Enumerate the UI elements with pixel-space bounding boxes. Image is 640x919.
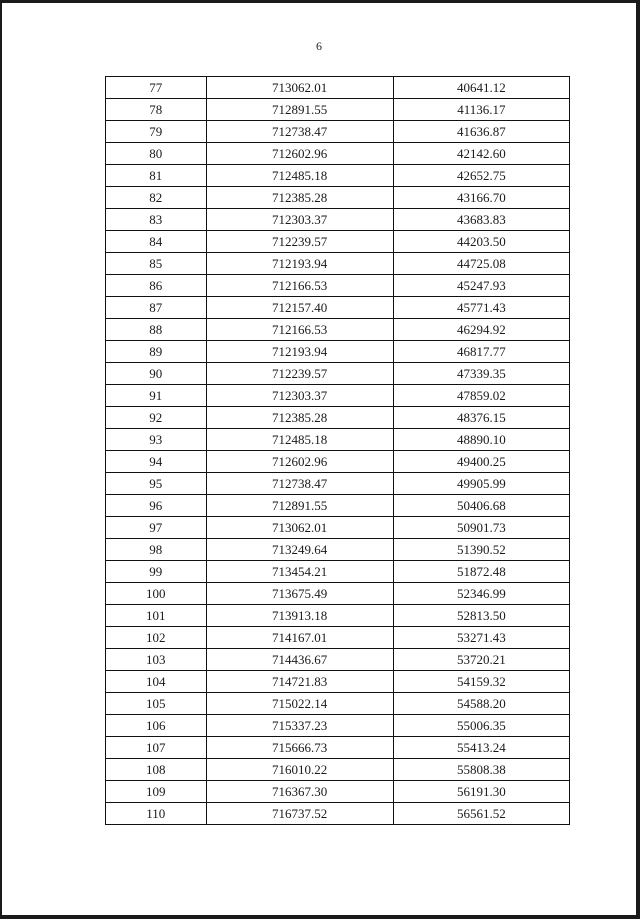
- x-coordinate-cell: 714167.01: [206, 627, 393, 649]
- point-number-cell: 110: [106, 803, 207, 825]
- point-number-cell: 107: [106, 737, 207, 759]
- table-row: [106, 781, 570, 803]
- x-coordinate-cell: 713913.18: [206, 605, 393, 627]
- table-row: [106, 363, 570, 385]
- y-coordinate-cell: 48890.10: [393, 429, 569, 451]
- point-number-cell: 93: [106, 429, 207, 451]
- y-coordinate-cell: 46294.92: [393, 319, 569, 341]
- table-row: [106, 671, 570, 693]
- x-coordinate-cell: 712602.96: [206, 143, 393, 165]
- y-coordinate-cell: 54588.20: [393, 693, 569, 715]
- x-coordinate-cell: 712891.55: [206, 99, 393, 121]
- x-coordinate-cell: 712303.37: [206, 209, 393, 231]
- x-coordinate-cell: 712602.96: [206, 451, 393, 473]
- x-coordinate-cell: 712485.18: [206, 429, 393, 451]
- table-row: [106, 605, 570, 627]
- x-coordinate-cell: 712166.53: [206, 319, 393, 341]
- table-row: [106, 737, 570, 759]
- point-number-cell: 79: [106, 121, 207, 143]
- y-coordinate-cell: 47859.02: [393, 385, 569, 407]
- point-number-cell: 103: [106, 649, 207, 671]
- table-row: [106, 165, 570, 187]
- point-number-cell: 80: [106, 143, 207, 165]
- point-number-cell: 89: [106, 341, 207, 363]
- x-coordinate-cell: 712738.47: [206, 121, 393, 143]
- y-coordinate-cell: 48376.15: [393, 407, 569, 429]
- x-coordinate-cell: 712738.47: [206, 473, 393, 495]
- table-row: [106, 649, 570, 671]
- point-number-cell: 92: [106, 407, 207, 429]
- x-coordinate-cell: 712193.94: [206, 253, 393, 275]
- x-coordinate-cell: 715666.73: [206, 737, 393, 759]
- y-coordinate-cell: 45771.43: [393, 297, 569, 319]
- x-coordinate-cell: 713062.01: [206, 77, 393, 99]
- point-number-cell: 78: [106, 99, 207, 121]
- x-coordinate-cell: 716367.30: [206, 781, 393, 803]
- point-number-cell: 86: [106, 275, 207, 297]
- table-row: [106, 803, 570, 825]
- y-coordinate-cell: 42142.60: [393, 143, 569, 165]
- point-number-cell: 90: [106, 363, 207, 385]
- point-number-cell: 95: [106, 473, 207, 495]
- point-number-cell: 102: [106, 627, 207, 649]
- y-coordinate-cell: 49905.99: [393, 473, 569, 495]
- table-row: [106, 693, 570, 715]
- y-coordinate-cell: 44203.50: [393, 231, 569, 253]
- x-coordinate-cell: 712166.53: [206, 275, 393, 297]
- table-row: [106, 407, 570, 429]
- y-coordinate-cell: 40641.12: [393, 77, 569, 99]
- table-row: [106, 539, 570, 561]
- point-number-cell: 88: [106, 319, 207, 341]
- point-number-cell: 99: [106, 561, 207, 583]
- table-row: [106, 143, 570, 165]
- table-row: [106, 759, 570, 781]
- table-row: [106, 341, 570, 363]
- y-coordinate-cell: 51872.48: [393, 561, 569, 583]
- table-row: [106, 77, 570, 99]
- x-coordinate-cell: 716737.52: [206, 803, 393, 825]
- y-coordinate-cell: 42652.75: [393, 165, 569, 187]
- table-row: [106, 429, 570, 451]
- y-coordinate-cell: 41636.87: [393, 121, 569, 143]
- point-number-cell: 104: [106, 671, 207, 693]
- table-row: [106, 297, 570, 319]
- x-coordinate-cell: 713454.21: [206, 561, 393, 583]
- point-number-cell: 98: [106, 539, 207, 561]
- document-page: [2, 3, 636, 915]
- table-row: [106, 583, 570, 605]
- x-coordinate-cell: 712303.37: [206, 385, 393, 407]
- y-coordinate-cell: 45247.93: [393, 275, 569, 297]
- x-coordinate-cell: 712485.18: [206, 165, 393, 187]
- y-coordinate-cell: 44725.08: [393, 253, 569, 275]
- point-number-cell: 84: [106, 231, 207, 253]
- table-row: [106, 495, 570, 517]
- y-coordinate-cell: 55006.35: [393, 715, 569, 737]
- table-row: [106, 517, 570, 539]
- point-number-cell: 77: [106, 77, 207, 99]
- y-coordinate-cell: 49400.25: [393, 451, 569, 473]
- table-row: [106, 231, 570, 253]
- x-coordinate-cell: 715337.23: [206, 715, 393, 737]
- table-row: [106, 319, 570, 341]
- y-coordinate-cell: 50406.68: [393, 495, 569, 517]
- x-coordinate-cell: 712193.94: [206, 341, 393, 363]
- table-row: [106, 473, 570, 495]
- y-coordinate-cell: 50901.73: [393, 517, 569, 539]
- x-coordinate-cell: 714721.83: [206, 671, 393, 693]
- table-row: [106, 275, 570, 297]
- table-row: [106, 715, 570, 737]
- table-row: [106, 121, 570, 143]
- x-coordinate-cell: 716010.22: [206, 759, 393, 781]
- x-coordinate-cell: 713675.49: [206, 583, 393, 605]
- x-coordinate-cell: 712385.28: [206, 407, 393, 429]
- x-coordinate-cell: 712891.55: [206, 495, 393, 517]
- point-number-cell: 109: [106, 781, 207, 803]
- point-number-cell: 100: [106, 583, 207, 605]
- point-number-cell: 81: [106, 165, 207, 187]
- y-coordinate-cell: 55808.38: [393, 759, 569, 781]
- table-row: [106, 627, 570, 649]
- point-number-cell: 97: [106, 517, 207, 539]
- point-number-cell: 94: [106, 451, 207, 473]
- table-row: [106, 561, 570, 583]
- point-number-cell: 101: [106, 605, 207, 627]
- y-coordinate-cell: 52813.50: [393, 605, 569, 627]
- y-coordinate-cell: 53271.43: [393, 627, 569, 649]
- x-coordinate-cell: 713249.64: [206, 539, 393, 561]
- table-row: [106, 99, 570, 121]
- y-coordinate-cell: 51390.52: [393, 539, 569, 561]
- point-number-cell: 85: [106, 253, 207, 275]
- point-number-cell: 91: [106, 385, 207, 407]
- table-row: [106, 253, 570, 275]
- x-coordinate-cell: 715022.14: [206, 693, 393, 715]
- y-coordinate-cell: 56191.30: [393, 781, 569, 803]
- point-number-cell: 106: [106, 715, 207, 737]
- table-row: [106, 187, 570, 209]
- page-number: 6: [316, 39, 322, 53]
- y-coordinate-cell: 43166.70: [393, 187, 569, 209]
- point-number-cell: 87: [106, 297, 207, 319]
- x-coordinate-cell: 712239.57: [206, 363, 393, 385]
- point-number-cell: 96: [106, 495, 207, 517]
- x-coordinate-cell: 712157.40: [206, 297, 393, 319]
- point-number-cell: 82: [106, 187, 207, 209]
- y-coordinate-cell: 54159.32: [393, 671, 569, 693]
- y-coordinate-cell: 43683.83: [393, 209, 569, 231]
- y-coordinate-cell: 41136.17: [393, 99, 569, 121]
- x-coordinate-cell: 713062.01: [206, 517, 393, 539]
- y-coordinate-cell: 46817.77: [393, 341, 569, 363]
- x-coordinate-cell: 712239.57: [206, 231, 393, 253]
- table-row: [106, 209, 570, 231]
- y-coordinate-cell: 55413.24: [393, 737, 569, 759]
- x-coordinate-cell: 714436.67: [206, 649, 393, 671]
- y-coordinate-cell: 52346.99: [393, 583, 569, 605]
- coordinates-table-body: [106, 77, 570, 825]
- point-number-cell: 108: [106, 759, 207, 781]
- y-coordinate-cell: 56561.52: [393, 803, 569, 825]
- table-row: [106, 451, 570, 473]
- y-coordinate-cell: 53720.21: [393, 649, 569, 671]
- coordinates-table: [105, 76, 570, 825]
- table-row: [106, 385, 570, 407]
- x-coordinate-cell: 712385.28: [206, 187, 393, 209]
- point-number-cell: 83: [106, 209, 207, 231]
- point-number-cell: 105: [106, 693, 207, 715]
- y-coordinate-cell: 47339.35: [393, 363, 569, 385]
